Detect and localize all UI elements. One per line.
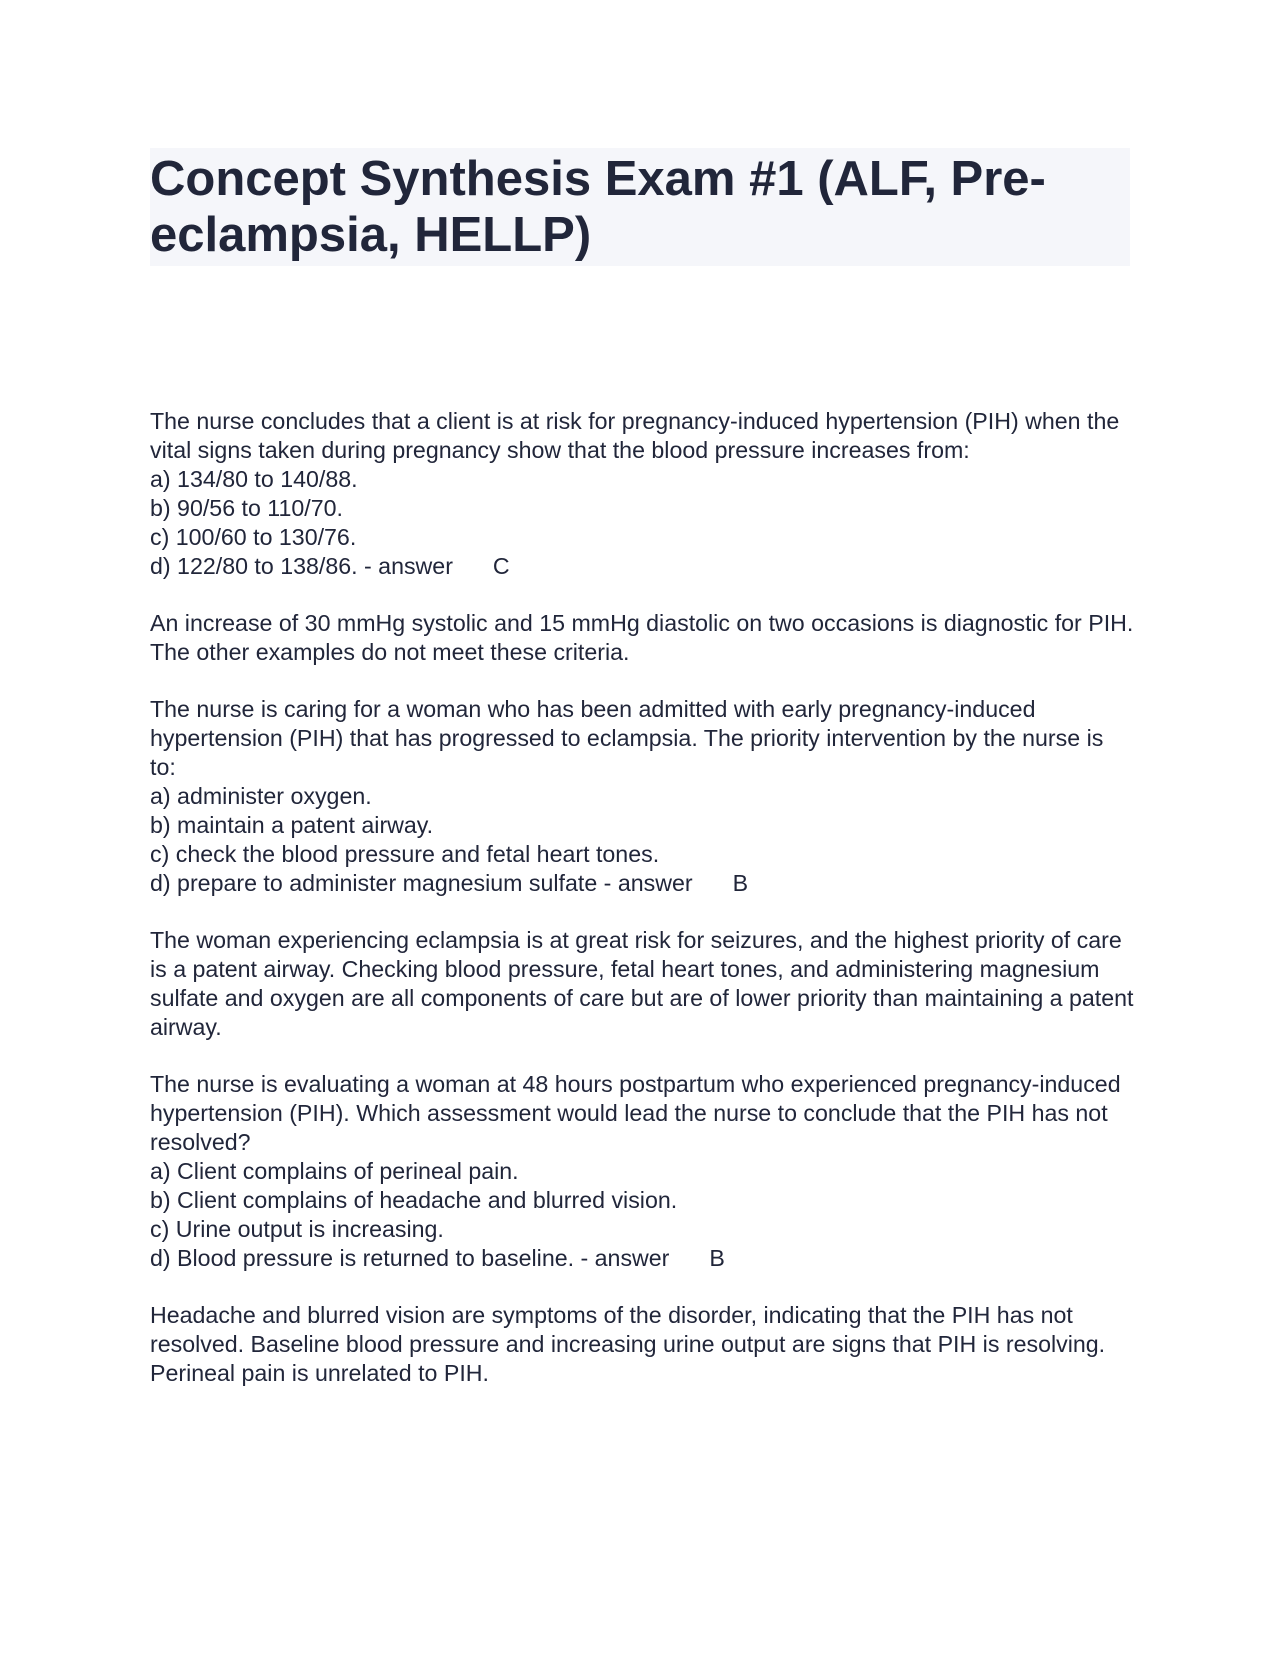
rationale-text: An increase of 30 mmHg systolic and 15 mmHg diastolic on two occasions is diagnostic for PIH. The other examples do not meet these criteria. xyxy=(150,610,1134,665)
rationale-text: Headache and blurred vision are symptoms of the disorder, indicating that the PIH has not resolved. Baseline blood pressure and increasing urine output are signs that PIH is resolving. Perineal pain is unrelated to PIH. xyxy=(150,1302,1106,1386)
option-c: c) Urine output is increasing. xyxy=(150,1216,444,1242)
option-c: c) 100/60 to 130/76. xyxy=(150,524,357,550)
rationale-3 xyxy=(150,1301,1135,1388)
option-d xyxy=(150,869,1135,898)
option-d xyxy=(150,1244,1135,1273)
option-d-text: d) Blood pressure is returned to baseline. - answer xyxy=(150,1245,670,1271)
question-2 xyxy=(150,695,1135,898)
rationale-text: The woman experiencing eclampsia is at great risk for seizures, and the highest priority of care is a patent airway. Checking blood pressure, fetal heart tones, and administering magnesium sulfate and oxygen are all components of care but are of lower priority than maintaining a patent airway. xyxy=(150,927,1134,1040)
rationale-2 xyxy=(150,926,1135,1042)
question-stem: The nurse concludes that a client is at risk for pregnancy-induced hypertension (PIH) when the vital signs taken during pregnancy show that the blood pressure increases from: xyxy=(150,408,1120,463)
question-stem: The nurse is evaluating a woman at 48 hours postpartum who experienced pregnancy-induced hypertension (PIH). Which assessment would lead the nurse to conclude that the PIH has not resolved? xyxy=(150,1071,1121,1155)
option-a: a) administer oxygen. xyxy=(150,783,372,809)
answer-letter: C xyxy=(492,553,510,579)
rationale-1 xyxy=(150,609,1135,667)
question-1 xyxy=(150,407,1135,581)
question-3 xyxy=(150,1070,1135,1273)
page-title: Concept Synthesis Exam #1 (ALF, Pre-eclampsia, HELLP) xyxy=(150,152,1046,262)
document-body xyxy=(150,407,1135,1416)
option-c: c) check the blood pressure and fetal heart tones. xyxy=(150,841,660,867)
option-a: a) Client complains of perineal pain. xyxy=(150,1158,519,1184)
option-b: b) maintain a patent airway. xyxy=(150,812,434,838)
answer-letter: B xyxy=(709,1245,725,1271)
answer-letter: B xyxy=(732,870,749,896)
option-d xyxy=(150,552,1135,581)
option-b: b) 90/56 to 110/70. xyxy=(150,495,343,521)
question-stem: The nurse is caring for a woman who has been admitted with early pregnancy-induced hypertension (PIH) that has progressed to eclampsia. The priority intervention by the nurse is to: xyxy=(150,696,1104,780)
option-d-text: d) 122/80 to 138/86. - answer xyxy=(150,553,453,579)
option-a: a) 134/80 to 140/88. xyxy=(150,466,358,492)
option-b: b) Client complains of headache and blurred vision. xyxy=(150,1187,678,1213)
option-d-text: d) prepare to administer magnesium sulfate - answer xyxy=(150,870,693,896)
